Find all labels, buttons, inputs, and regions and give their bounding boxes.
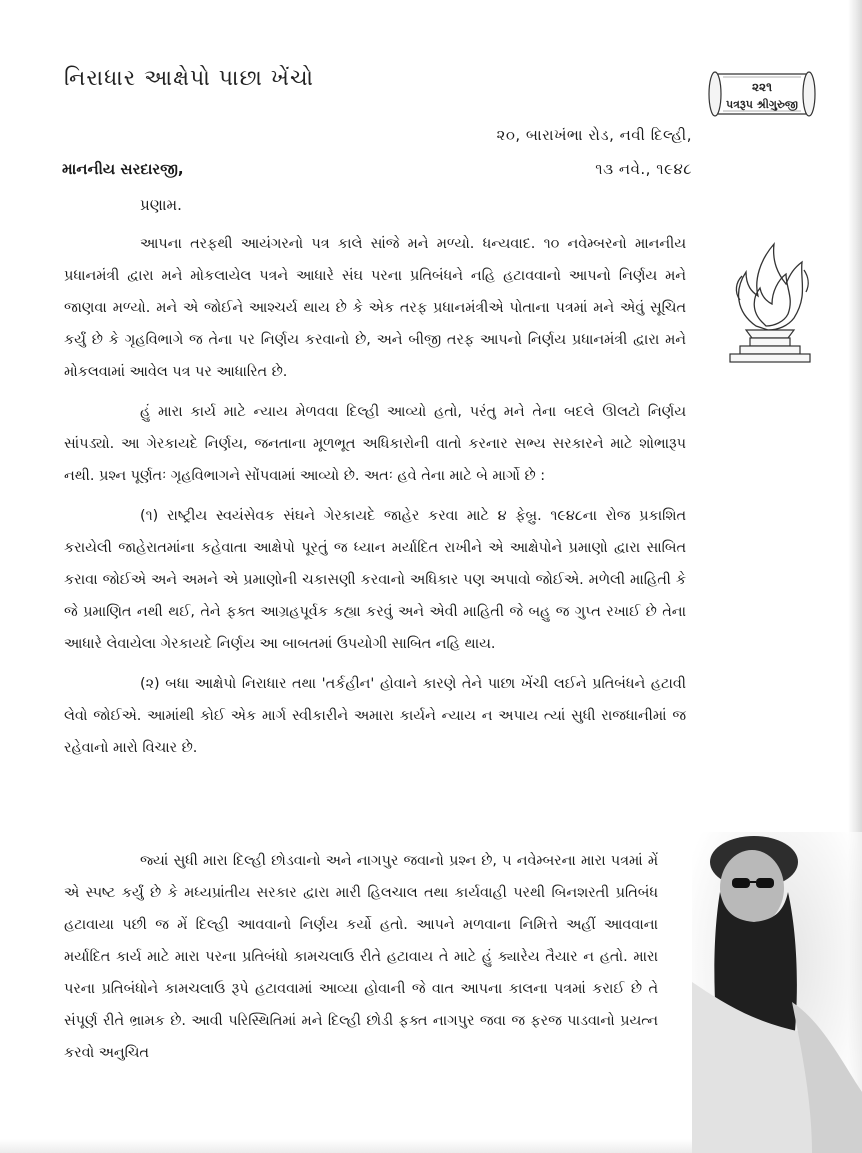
letter-address: ૨૦, બારાખંભા રોડ, નવી દિલ્હી, [496,126,692,144]
letter-salutation: માનનીય સરદારજી, [62,160,184,178]
book-label: પત્રરૂપ શ્રીગુરુજી [726,98,798,111]
paragraph: (૧) રાષ્ટ્રીય સ્વયંસેવક સંઘને ગેરકાયદે જાહેર કરવા માટે ૪ ફેબ્રુ. ૧૯૪૮ના રોજ પ્રકાશિત કરાયેલી જાહેરાતમાંના કહેવાતા આક્ષેપો પૂરતું જ ધ્યાન મર્યાદિત રાખીને એ આક્ષેપોને પ્રમાણો દ્વારા સાબિત કરાવા જોઈએ અને અમને એ પ્રમાણોની ચકાસણી કરવાનો અધિકાર પણ અપાવો જોઈએ. મળેલી માહિતી કે જે પ્રમાણિત નથી થઈ, તેને ફક્ત આગ્રહપૂર્વક કહ્યા કરવું અને એવી માહિતી જે બહુ જ ગુપ્ત રખાઈ છે તેના આધારે લેવાયેલા ગેરકાયદે નિર્ણય આ બાબતમાં ઉપયોગી સાબિત નહિ થાય. [64,508,686,652]
paragraph: આપના તરફથી આયંગરનો પત્ર કાલે સાંજે મને મળ્યો. ધન્યવાદ. ૧૦ નવેમ્બરનો માનનીય પ્રધાનમંત્રી દ્વારા મને મોકલાયેલ પત્રને આધારે સંઘ પરના પ્રતિબંધને નહિ હટાવવાનો આપનો નિર્ણય મને જાણવા મળ્યો. મને એ જોઈને આશ્ચર્ય થાય છે કે એક તરફ પ્રધાનમંત્રીએ પોતાના પત્રમાં મને એવું સૂચિત કર્યું છે કે ગૃહવિભાગે જ તેના પર નિર્ણય કરવાનો છે, અને બીજી તરફ આપનો નિર્ણય પ્રધાનમંત્રી દ્વારા મને મોકલવામાં આવેલ પત્ર પર આધારિત છે. [64,236,686,380]
paragraph: (૨) બધા આક્ષેપો નિરાધાર તથા 'તર્કહીન' હોવાને કારણે તેને પાછા ખેંચી લઈને પ્રતિબંધને હટાવી લેવો જોઈએ. આમાંથી કોઈ એક માર્ગ સ્વીકારીને અમારા કાર્યને ન્યાય ન અપાય ત્યાં સુધી રાજધાનીમાં જ રહેવાનો મારો વિચાર છે. [64,676,686,756]
flame-icon [716,234,822,366]
letter-body [64,228,686,772]
letter-body-lower [64,845,658,1077]
page-number: ૨૨૧ [752,80,772,94]
letter-date: ૧૩ નવે., ૧૯૪૮ [595,160,692,178]
letter-greeting: પ્રણામ. [140,196,182,214]
page-title: નિરાધાર આક્ષેપો પાછા ખેંચો [64,66,315,91]
paragraph: હું મારા કાર્ય માટે ન્યાય મેળવવા દિલ્હી આવ્યો હતો, પરંતુ મને તેના બદલે ઊલટો નિર્ણય સાંપડ્યો. આ ગેરકાયદે નિર્ણય, જનતાના મૂળભૂત અધિકારોની વાતો કરનાર સભ્ય સરકારને માટે શોભારૂપ નથી. પ્રશ્ન પૂર્ણતઃ ગૃહવિભાગને સોંપવામાં આવ્યો છે. અતઃ હવે તેના માટે બે માર્ગો છે : [64,404,686,484]
page-number-scroll [703,68,821,120]
paragraph: જ્યાં સુધી મારા દિલ્હી છોડવાનો અને નાગપુર જવાનો પ્રશ્ન છે, ૫ નવેમ્બરના મારા પત્રમાં મેં એ સ્પષ્ટ કર્યું છે કે મધ્યપ્રાંતીય સરકાર દ્વારા મારી હિલચાલ તથા કાર્યવાહી પરથી બિનશરતી પ્રતિબંધ હટાવાયા પછી જ મેં દિલ્હી આવવાનો નિર્ણય કર્યો હતો. આપને મળવાના નિમિત્તે અહીં આવવાના મર્યાદિત કાર્ય માટે મારા પરના પ્રતિબંધો કામચલાઉ રીતે હટાવાય તે માટે હું ક્યારેય તૈયાર ન હતો. મારા પરના પ્રતિબંધોને કામચલાઉ રૂપે હટાવવામાં આવ્યા હોવાની જે વાત આપના કાલના પત્રમાં કરાઈ છે તે સંપૂર્ણ રીતે ભ્રામક છે. આવી પરિસ્થિતિમાં મને દિલ્હી છોડી ફક્ત નાગપુર જવા જ ફરજ પાડવાનો પ્રયત્ન કરવો અનુચિત [64,853,658,1061]
portrait-image [692,832,862,1153]
